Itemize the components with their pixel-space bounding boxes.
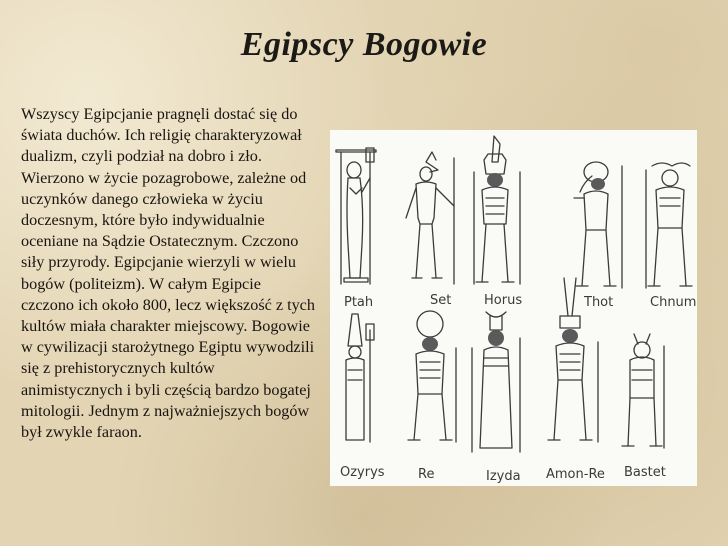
figure-izyda	[472, 312, 520, 452]
label-chnum: Chnum	[650, 295, 697, 310]
label-ozyrys: Ozyrys	[340, 465, 385, 480]
figure-thot	[574, 162, 622, 288]
egyptian-gods-illustration	[330, 130, 697, 486]
body-paragraph: Wszyscy Egipcjanie pragnęli dostać się do świata duchów. Ich religię charakteryzował dualizm, czyli podział na dobro i zło. Wierzono w życie pozagrobowe, zależne od uczynków danego człowieka w życiu doczesnym, które było indywidualnie oceniane na Sądzie Ostatecznym. Czczono siły przyrody. Egipcjanie wierzyli w wielu bogów (politeizm). W całym Egipcie czczono ich około 800, lecz większość z tych kultów miała charakter miejscowy. Bogowie w cywilizacji starożytnego Egiptu wywodzili się z prehistorycznych kultów animistycznych i byli częścią bardzo bogatej mitologii. Jednym z najważniejszych bogów był zwykle faraon.	[21, 105, 315, 442]
label-izyda: Izyda	[486, 469, 521, 484]
label-horus: Horus	[484, 293, 523, 308]
label-ptah: Ptah	[344, 295, 374, 310]
label-bastet: Bastet	[624, 465, 666, 480]
label-thot: Thot	[584, 295, 614, 310]
figure-horus	[474, 136, 520, 284]
label-set: Set	[430, 293, 452, 308]
label-amon-re: Amon-Re	[546, 467, 605, 482]
figure-set	[406, 152, 454, 284]
slide-title: Egipscy Bogowie	[240, 26, 488, 63]
figure-re	[408, 311, 456, 442]
figure-bastet	[622, 334, 664, 448]
gods-drawing	[330, 130, 697, 486]
figure-chnum	[646, 163, 692, 288]
figure-ptah	[336, 148, 376, 284]
figure-ozyrys	[346, 314, 374, 442]
label-re: Re	[418, 467, 435, 482]
